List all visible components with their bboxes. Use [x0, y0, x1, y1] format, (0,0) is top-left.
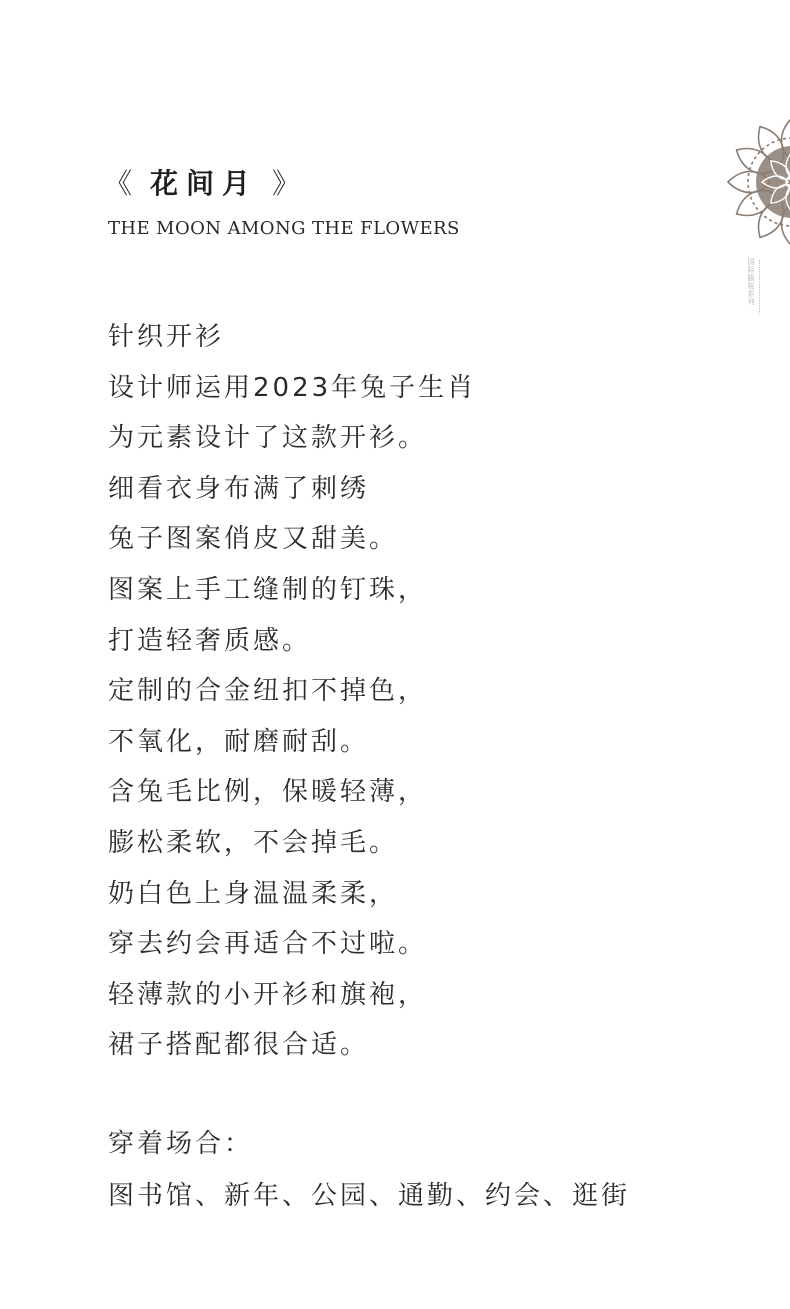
description-line: 裙子搭配都很合适。: [108, 1030, 370, 1061]
page-subtitle: THE MOON AMONG THE FLOWERS: [108, 218, 460, 239]
description-line: 穿去约会再适合不过啦。: [108, 929, 428, 960]
description-line: 图案上手工缝制的钉珠，: [108, 574, 428, 605]
description-line: 设计师运用2023年兔子生肖: [108, 372, 477, 403]
brand-vertical-text: 国际服装系列: [747, 258, 755, 306]
page-title: [104, 162, 300, 202]
occasion-value: 图书馆、新年、公园、通勤、约会、逛街: [108, 1181, 631, 1211]
brand-divider: [759, 260, 762, 314]
product-description: [108, 312, 708, 1071]
description-line: 含兔毛比例，保暖轻薄，: [108, 777, 428, 808]
title-open-bracket: 《: [104, 167, 133, 200]
description-line: 细看衣身布满了刺绣: [108, 473, 370, 504]
title-close-bracket: 》: [272, 167, 301, 200]
title-text: 花间月: [150, 167, 259, 200]
occasion-section: [108, 1118, 748, 1222]
brand-vertical-mark: [746, 258, 762, 314]
description-line: 膨松柔软，不会掉毛。: [108, 827, 399, 858]
mandala-flower-icon: [722, 112, 790, 252]
occasion-label: 穿着场合：: [108, 1129, 254, 1159]
description-line: 轻薄款的小开衫和旗袍，: [108, 979, 428, 1010]
description-line: 针织开衫: [108, 322, 225, 352]
description-line: 不氧化，耐磨耐刮。: [108, 726, 370, 757]
description-line: 为元素设计了这款开衫。: [108, 423, 428, 454]
description-line: 定制的合金纽扣不掉色，: [108, 676, 428, 707]
description-line: 奶白色上身温温柔柔，: [108, 878, 399, 909]
description-line: 兔子图案俏皮又甜美。: [108, 524, 399, 555]
description-line: 打造轻奢质感。: [108, 625, 312, 656]
